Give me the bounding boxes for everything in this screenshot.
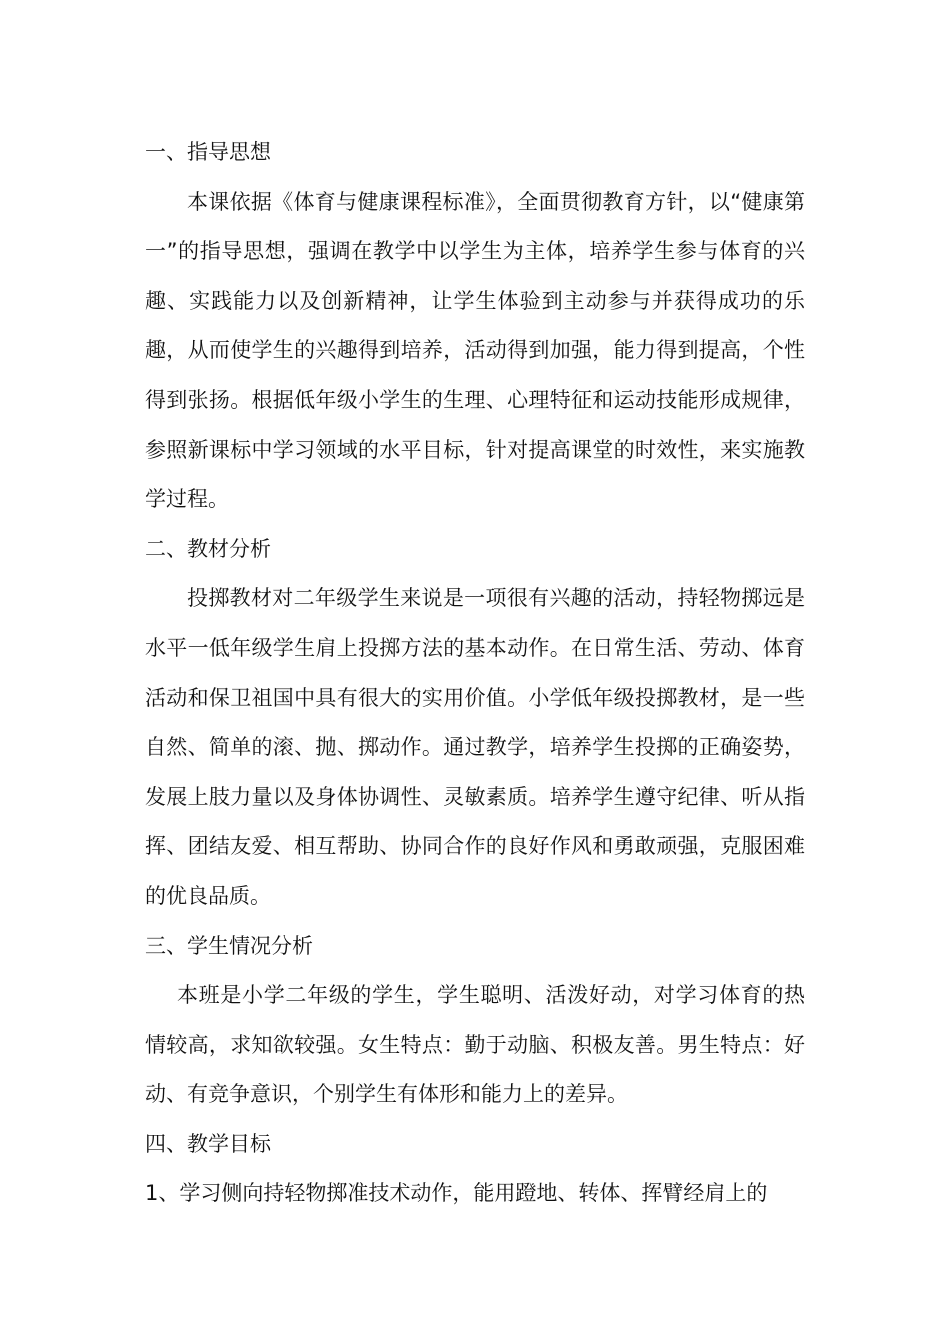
section-heading-teaching-goals: 四、教学目标 [145, 1131, 271, 1156]
section-paragraph-teaching-goals: 1、学习侧向持轻物掷准技术动作，能用蹬地、转体、挥臂经肩上的 [145, 1181, 768, 1206]
section-heading-guiding-idea: 一、指导思想 [145, 140, 271, 164]
section-heading-student-analysis: 三、学生情况分析 [145, 933, 313, 958]
section-heading-material-analysis: 二、教材分析 [145, 536, 271, 561]
section-paragraph-student-analysis: 本班是小学二年级的学生，学生聪明、活泼好动，对学习体育的热情较高，求知欲较强。女生特点：勤于动脑、积极友善。男生特点：好动、有竞争意识，个别学生有体形和能力上的差异。 [145, 983, 805, 1107]
section-paragraph-guiding-idea: 本课依据《体育与健康课程标准》，全面贯彻教育方针，以“健康第一”的指导思想，强调在教学中以学生为主体，培养学生参与体育的兴趣、实践能力以及创新精神，让学生体验到主动参与并获得成功的乐趣，从而使学生的兴趣得到培养，活动得到加强，能力得到提高，个性得到张扬。根据低年级小学生的生理、心理特征和运动技能形成规律，参照新课标中学习领域的水平目标，针对提高课堂的时效性，来实施教学过程。 [145, 189, 805, 512]
section-paragraph-material-analysis: 投掷教材对二年级学生来说是一项很有兴趣的活动，持轻物掷远是水平一低年级学生肩上投掷方法的基本动作。在日常生活、劳动、体育活动和保卫祖国中具有很大的实用价值。小学低年级投掷教材，是一些自然、简单的滚、抛、掷动作。通过教学，培养学生投掷的正确姿势，发展上肢力量以及身体协调性、灵敏素质。培养学生遵守纪律、听从指挥、团结友爱、相互帮助、协同合作的良好作风和勇敢顽强，克服困难的优良品质。 [145, 586, 805, 908]
document-body [145, 128, 805, 1219]
